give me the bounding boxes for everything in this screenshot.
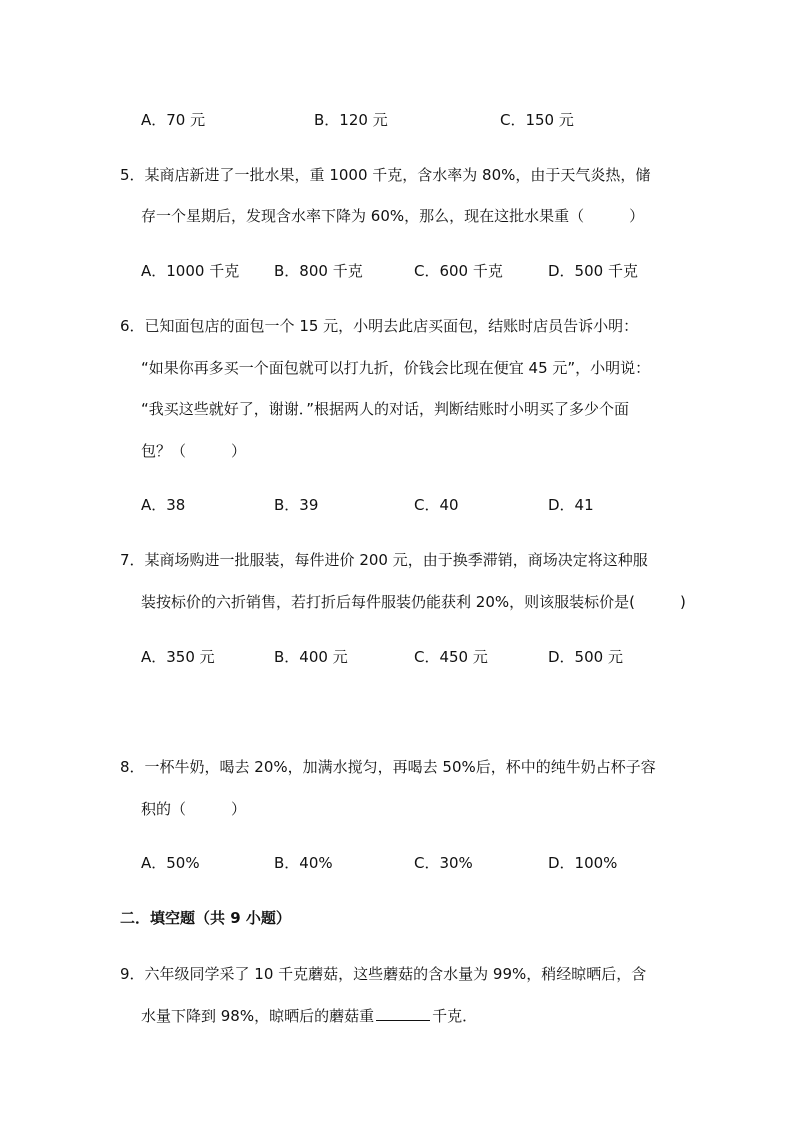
q6-text-line2: “如果你再多买一个面包就可以打九折，价钱会比现在便宜 45 元”，小明说： — [141, 359, 651, 377]
q5-text-line2: 存一个星期后，发现含水率下降为 60%，那么，现在这批水果重（ ） — [141, 207, 645, 225]
q4-option-b: B．120 元 — [314, 111, 388, 129]
q6-option-a: A．38 — [141, 496, 186, 514]
q7-option-c: C．450 元 — [414, 648, 488, 666]
q4-option-a: A．70 元 — [141, 111, 206, 129]
q5-option-c: C．600 千克 — [414, 262, 503, 280]
q8-option-c: C．30% — [414, 854, 473, 872]
q7-text-line2: 装按标价的六折销售，若打折后每件服装仍能获利 20%，则该服装标价是( ) — [141, 593, 686, 611]
q5-text-line1: 5．某商店新进了一批水果，重 1000 千克，含水率为 80%，由于天气炎热，储 — [120, 166, 651, 184]
q8-option-a: A．50% — [141, 854, 200, 872]
q9-text-line1: 9．六年级同学采了 10 千克蘑菇，这些蘑菇的含水量为 99%，稍经晾晒后，含 — [120, 965, 647, 983]
q6-option-c: C．40 — [414, 496, 459, 514]
q9-answer-blank[interactable] — [376, 1006, 430, 1021]
q6-text-line4: 包？（ ） — [141, 442, 247, 460]
q6-option-b: B．39 — [274, 496, 319, 514]
q8-text-line1: 8．一杯牛奶，喝去 20%，加满水搅匀，再喝去 50%后，杯中的纯牛奶占杯子容 — [120, 758, 656, 776]
q6-text-line1: 6．已知面包店的面包一个 15 元，小明去此店买面包，结账时店员告诉小明： — [120, 317, 639, 335]
q6-option-d: D．41 — [548, 496, 594, 514]
q7-option-b: B．400 元 — [274, 648, 348, 666]
q9-text-after-blank: 千克． — [432, 1007, 478, 1025]
q9-text-before-blank: 水量下降到 98%，晾晒后的蘑菇重 — [141, 1007, 375, 1025]
q7-option-d: D．500 元 — [548, 648, 623, 666]
q4-option-c: C．150 元 — [500, 111, 574, 129]
q7-option-a: A．350 元 — [141, 648, 215, 666]
q8-option-b: B．40% — [274, 854, 333, 872]
q6-text-line3: “我买这些就好了，谢谢．”根据两人的对话，判断结账时小明买了多少个面 — [141, 400, 630, 418]
q8-option-d: D．100% — [548, 854, 618, 872]
q5-option-d: D．500 千克 — [548, 262, 638, 280]
section-heading-fill-in: 二．填空题（共 9 小题） — [120, 909, 291, 927]
q7-text-line1: 7．某商场购进一批服装，每件进价 200 元，由于换季滞销，商场决定将这种服 — [120, 551, 648, 569]
q9-text-line2 — [141, 1006, 477, 1026]
q5-option-b: B．800 千克 — [274, 262, 363, 280]
q5-option-a: A．1000 千克 — [141, 262, 240, 280]
q8-text-line2: 积的（ ） — [141, 800, 247, 818]
